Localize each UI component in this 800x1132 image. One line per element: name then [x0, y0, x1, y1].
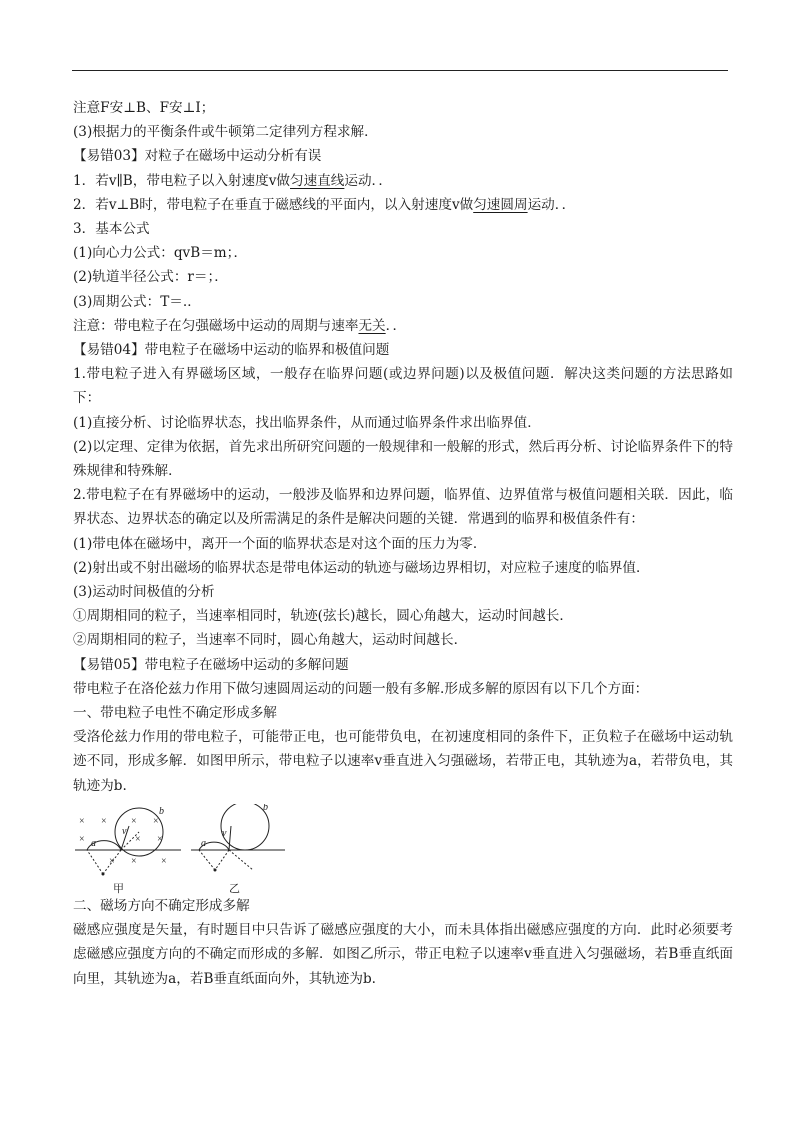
note-2-underline: 无关	[358, 317, 386, 334]
paragraph-05: 带电粒子在洛伦兹力作用下做匀速圆周运动的问题一般有多解.形成多解的原因有以下几个方面：	[73, 680, 649, 697]
cross-mark: ×	[153, 815, 159, 827]
paragraph-04-1b: (2)以定理、定律为依据，首先求出所研究问题的一般规律和一般解的形式，然后再分析、讨论临界条件下的特殊规律和特殊解．	[73, 438, 733, 480]
paragraph-04-1: 1.带电粒子进入有界磁场区域，一般存在临界问题(或边界问题)以及极值问题．解决这类问题的方法思路如下：	[73, 366, 733, 407]
yi-label-a: a	[201, 837, 206, 849]
paragraph-04-2a: (1)带电体在磁场中，离开一个面的临界状态是对这个面的压力为零．	[73, 535, 487, 552]
cross-mark: ×	[101, 815, 107, 827]
item-1-text: 1．若v∥B，带电粒子以入射速度v做	[73, 172, 290, 189]
yi-radius-dash-a	[215, 850, 229, 870]
subsection-2-paragraph: 磁感应强度是矢量，有时题目中只告诉了磁感应强度的大小，而未具体指出磁感应强度的方向．此时必须要考虑磁感应强度方向的不确定而形成的多解．如图乙所示，带正电粒子以速率v垂直进入匀强磁场，若B垂直纸面向里，其轨迹为a，若B垂直纸面向外，其轨迹为b.	[73, 922, 733, 987]
figure-yi	[189, 804, 299, 894]
item-2	[73, 193, 733, 217]
yi-center-dot	[214, 868, 217, 871]
note-2	[73, 314, 733, 338]
header-rule	[72, 70, 728, 71]
paragraph-04-2: 2.带电粒子在有界磁场中的运动，一般涉及临界和边界问题，临界值、边界值常与极值问题相关联．因此，临界状态、边界状态的确定以及所需满足的条件是解决问题的关键．常遇到的临界和极值条件有：	[73, 487, 733, 528]
cross-mark: ×	[157, 833, 163, 845]
cross-mark: ×	[79, 833, 85, 845]
note-2-end: ．．	[385, 317, 407, 334]
item-1-underline: 匀速直线	[290, 172, 345, 189]
subsection-1-paragraph: 受洛伦兹力作用的带电粒子，可能带正电，也可能带负电，在初速度相同的条件下，正负粒子在磁场中运动轨迹不同，形成多解．如图甲所示，带电粒子以速率v垂直进入匀强磁场，若带正电，其轨迹为a，若带负电，其轨迹为b.	[73, 729, 733, 794]
jia-label-a: a	[91, 837, 96, 849]
item-2-text: 2．若v⊥B时，带电粒子在垂直于磁感线的平面内，以入射速度v做	[73, 196, 474, 213]
item-3: 3．基本公式	[73, 221, 150, 238]
item-1-end: 运动．．	[344, 172, 392, 189]
yi-radius-dash-b	[229, 850, 253, 870]
formula-radius: (2)轨道半径公式：r＝；．	[73, 269, 228, 286]
subsection-2-title: 二、磁场方向不确定形成多解	[73, 897, 250, 914]
step-3-line: (3)根据力的平衡条件或牛顿第二定律列方程求解．	[73, 124, 378, 141]
item-2-end: 运动．．	[527, 196, 576, 213]
cross-mark: ×	[161, 855, 167, 867]
jia-label-b: b	[159, 805, 164, 817]
document-body	[73, 96, 733, 991]
cross-mark: ×	[131, 815, 137, 827]
formula-period: (3)周期公式：T＝.．	[73, 293, 201, 310]
yi-label-b: b	[263, 803, 268, 813]
note-2-text: 注意：带电粒子在匀强磁场中运动的周期与速率	[73, 317, 359, 334]
section-heading-04: 【易错04】带电粒子在磁场中运动的临界和极值问题	[73, 342, 390, 359]
jia-center-dot	[102, 872, 105, 875]
figure-jia	[73, 804, 183, 894]
section-heading-03: 【易错03】对粒子在磁场中运动分析有误	[73, 148, 322, 165]
yi-label-v: v	[222, 827, 227, 839]
item-2-underline: 匀速圆周	[473, 196, 528, 213]
paragraph-04-2b: (2)射出或不射出磁场的临界状态是带电体运动的轨迹与磁场边界相切，对应粒子速度的临界值．	[73, 559, 650, 576]
yi-chord-dash	[199, 850, 215, 870]
formula-centripetal: (1)向心力公式：qvB＝m；．	[73, 245, 248, 262]
cross-mark: ×	[131, 855, 137, 867]
cross-mark: ×	[79, 815, 85, 827]
item-1	[73, 169, 733, 193]
figure-caption-jia: 甲	[113, 881, 124, 894]
paragraph-04-2c: (3)运动时间极值的分析	[73, 584, 215, 601]
cross-mark: ×	[135, 833, 141, 845]
yi-trajectory-b	[221, 804, 269, 850]
paragraph-04-2c1: ①周期相同的粒子，当速率相同时，轨迹(弦长)越长，圆心角越大，运动时间越长．	[73, 608, 573, 625]
paragraph-04-1a: (1)直接分析、讨论临界状态，找出临界条件，从而通过临界条件求出临界值．	[73, 414, 541, 431]
jia-chord-dash	[87, 850, 103, 874]
figure-caption-yi: 乙	[229, 881, 240, 894]
section-heading-05: 【易错05】带电粒子在磁场中运动的多解问题	[73, 656, 349, 673]
note-line: 注意F安⊥B、F安⊥I；	[73, 100, 215, 116]
cross-mark: ×	[109, 855, 115, 867]
paragraph-04-2c2: ②周期相同的粒子，当速率不同时，圆心角越大，运动时间越长．	[73, 632, 468, 649]
yi-velocity-arrow	[229, 826, 231, 850]
jia-label-v: v	[122, 825, 127, 837]
figures-row	[73, 804, 733, 894]
subsection-1-title: 一、带电粒子电性不确定形成多解	[73, 705, 277, 722]
